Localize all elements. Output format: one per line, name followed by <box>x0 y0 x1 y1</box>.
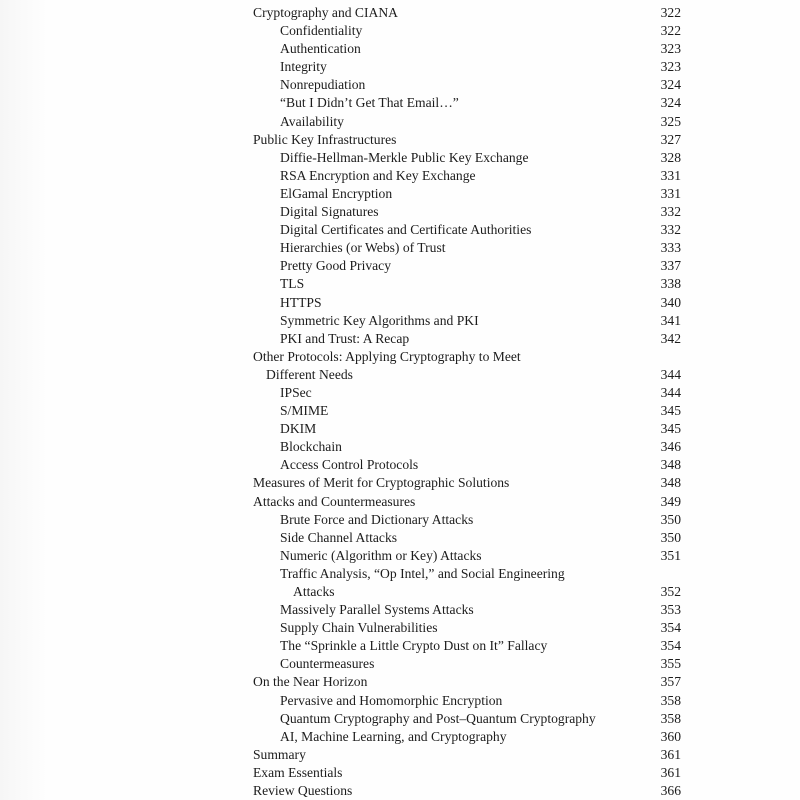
toc-entry-page-number: 361 <box>660 764 681 780</box>
toc-entry-page-number: 324 <box>660 77 681 93</box>
page-edge-shading <box>0 0 48 800</box>
toc-entry-page-number: 350 <box>660 529 681 545</box>
toc-entry-page-number: 351 <box>660 547 681 563</box>
toc-entry-page-number: 345 <box>660 421 681 437</box>
toc-entry-page-number: 366 <box>660 783 681 799</box>
toc-entry-page-number: 331 <box>660 167 681 183</box>
toc-entry-page-number: 341 <box>660 312 681 328</box>
toc-entry <box>253 493 683 511</box>
toc-entry-title: Traffic Analysis, “Op Intel,” and Social Engineering <box>280 565 565 581</box>
toc-entry-title: Authentication <box>280 41 361 57</box>
toc-entry-page-number: 346 <box>660 439 681 455</box>
toc-entry-page-number: 348 <box>660 457 681 473</box>
toc-entry-title: Digital Signatures <box>280 204 379 220</box>
toc-entry-page-number: 337 <box>660 258 681 274</box>
toc-entry-title: Nonrepudiation <box>280 77 366 93</box>
toc-entry-page-number: 354 <box>660 638 681 654</box>
toc-entry-title: TLS <box>280 276 305 292</box>
toc-entry-page-number: 355 <box>660 656 681 672</box>
toc-entry-title: Supply Chain Vulnerabilities <box>280 620 438 636</box>
toc-entry-title: Hierarchies (or Webs) of Trust <box>280 240 446 256</box>
toc-entry <box>253 728 683 746</box>
toc-entry <box>253 185 683 203</box>
toc-entry-page-number: 357 <box>660 674 681 690</box>
toc-entry-title: Attacks and Countermeasures <box>253 493 416 509</box>
toc-entry-page-number: 353 <box>660 602 681 618</box>
toc-entry <box>253 673 683 691</box>
toc-entry-title: Blockchain <box>280 439 342 455</box>
toc-entry-page-number: 349 <box>660 493 681 509</box>
toc-entry-page-number: 354 <box>660 620 681 636</box>
toc-entry-title: ElGamal Encryption <box>280 185 393 201</box>
toc-entry <box>253 239 683 257</box>
toc-entry-title: Digital Certificates and Certificate Authorities <box>280 222 532 238</box>
toc-entry <box>253 547 683 565</box>
toc-entry-title: Brute Force and Dictionary Attacks <box>280 511 474 527</box>
toc-entry-title: On the Near Horizon <box>253 674 368 690</box>
toc-entry <box>253 456 683 474</box>
toc-entry-page-number: 324 <box>660 95 681 111</box>
toc-entry <box>253 384 683 402</box>
toc-entry-title: Countermeasures <box>280 656 375 672</box>
toc-entry-page-number: 340 <box>660 294 681 310</box>
toc-entry <box>253 275 683 293</box>
toc-entry-page-number: 322 <box>660 23 681 39</box>
toc-entry-page-number: 333 <box>660 240 681 256</box>
toc-entry-page-number: 360 <box>660 728 681 744</box>
toc-entry-title: Review Questions <box>253 783 353 799</box>
toc-entry <box>253 221 683 239</box>
toc-entry-page-number: 361 <box>660 746 681 762</box>
toc-entry-title: Numeric (Algorithm or Key) Attacks <box>280 547 482 563</box>
toc-entry-page-number: 344 <box>660 366 681 382</box>
toc-entry <box>253 710 683 728</box>
toc-entry <box>253 330 683 348</box>
toc-entry-title: Other Protocols: Applying Cryptography to Meet <box>253 348 521 364</box>
toc-entry-title: Summary <box>253 746 306 762</box>
toc-entry <box>253 113 683 131</box>
toc-entry-title: AI, Machine Learning, and Cryptography <box>280 728 507 744</box>
toc-entry <box>253 420 683 438</box>
table-of-contents <box>253 4 683 800</box>
toc-entry <box>253 76 683 94</box>
toc-entry <box>253 782 683 800</box>
toc-entry <box>253 22 683 40</box>
toc-entry-title: DKIM <box>280 421 317 437</box>
toc-entry-title: Confidentiality <box>280 23 363 39</box>
toc-entry-title: Diffie-Hellman-Merkle Public Key Exchange <box>280 149 529 165</box>
toc-entry-page-number: 352 <box>660 584 681 599</box>
toc-entry-page-number: 323 <box>660 59 681 75</box>
toc-entry <box>253 203 683 221</box>
toc-entry-title: Availability <box>280 113 344 129</box>
toc-entry <box>253 692 683 710</box>
toc-entry-title: Integrity <box>280 59 327 75</box>
toc-entry <box>253 474 683 492</box>
toc-entry-title: Public Key Infrastructures <box>253 131 397 147</box>
toc-entry-page-number: 322 <box>660 5 681 20</box>
toc-entry <box>253 40 683 58</box>
toc-entry-page-number: 358 <box>660 692 681 708</box>
toc-entry-title: PKI and Trust: A Recap <box>280 330 410 346</box>
toc-entry <box>253 601 683 619</box>
toc-entry <box>253 149 683 167</box>
toc-entry-page-number: 345 <box>660 403 681 419</box>
toc-entry <box>253 655 683 673</box>
toc-entry <box>253 764 683 782</box>
toc-entry-title: Pervasive and Homomorphic Encryption <box>280 692 503 708</box>
toc-entry <box>253 637 683 655</box>
toc-entry-title: RSA Encryption and Key Exchange <box>280 167 476 183</box>
toc-entry-title: Exam Essentials <box>253 764 343 780</box>
toc-entry-title: “But I Didn’t Get That Email…” <box>280 95 459 111</box>
toc-entry <box>253 511 683 529</box>
toc-entry <box>253 619 683 637</box>
toc-entry-title: Massively Parallel Systems Attacks <box>280 602 474 618</box>
toc-entry <box>253 58 683 76</box>
toc-entry <box>253 257 683 275</box>
toc-entry <box>253 366 683 384</box>
toc-entry <box>253 131 683 149</box>
toc-entry <box>253 167 683 185</box>
toc-entry-page-number: 350 <box>660 511 681 527</box>
toc-entry <box>253 312 683 330</box>
toc-entry-title: Attacks <box>293 584 335 599</box>
toc-entry-title: The “Sprinkle a Little Crypto Dust on It” Fallacy <box>280 638 548 654</box>
toc-entry-title: Pretty Good Privacy <box>280 258 392 274</box>
toc-entry <box>253 529 683 547</box>
toc-entry <box>253 94 683 112</box>
toc-entry-page-number: 327 <box>660 131 681 147</box>
toc-entry-page-number: 325 <box>660 113 681 129</box>
toc-entry-page-number: 338 <box>660 276 681 292</box>
toc-entry <box>253 583 683 601</box>
toc-entry-page-number: 332 <box>660 204 681 220</box>
toc-entry <box>253 565 683 583</box>
toc-entry-page-number: 332 <box>660 222 681 238</box>
toc-entry-title: Measures of Merit for Cryptographic Solutions <box>253 475 510 491</box>
toc-entry-title: IPSec <box>280 384 312 400</box>
toc-entry-title: Side Channel Attacks <box>280 529 398 545</box>
toc-entry-title: Different Needs <box>266 366 353 382</box>
toc-entry-title: S/MIME <box>280 403 329 419</box>
toc-entry-title: Symmetric Key Algorithms and PKI <box>280 312 479 328</box>
toc-entry <box>253 4 683 22</box>
toc-entry-page-number: 328 <box>660 149 681 165</box>
toc-entry <box>253 402 683 420</box>
toc-entry-title: Quantum Cryptography and Post–Quantum Cryptography <box>280 710 596 726</box>
toc-entry-title: Access Control Protocols <box>280 457 419 473</box>
toc-entry-page-number: 331 <box>660 185 681 201</box>
toc-entry-title: HTTPS <box>280 294 322 310</box>
toc-entry-page-number: 344 <box>660 384 681 400</box>
toc-entry-page-number: 323 <box>660 41 681 57</box>
toc-entry-page-number: 358 <box>660 710 681 726</box>
toc-entry <box>253 438 683 456</box>
toc-entry <box>253 746 683 764</box>
toc-entry-title: Cryptography and CIANA <box>253 5 398 20</box>
toc-entry <box>253 294 683 312</box>
toc-entry <box>253 348 683 366</box>
toc-entry-page-number: 342 <box>660 330 681 346</box>
toc-entry-page-number: 348 <box>660 475 681 491</box>
